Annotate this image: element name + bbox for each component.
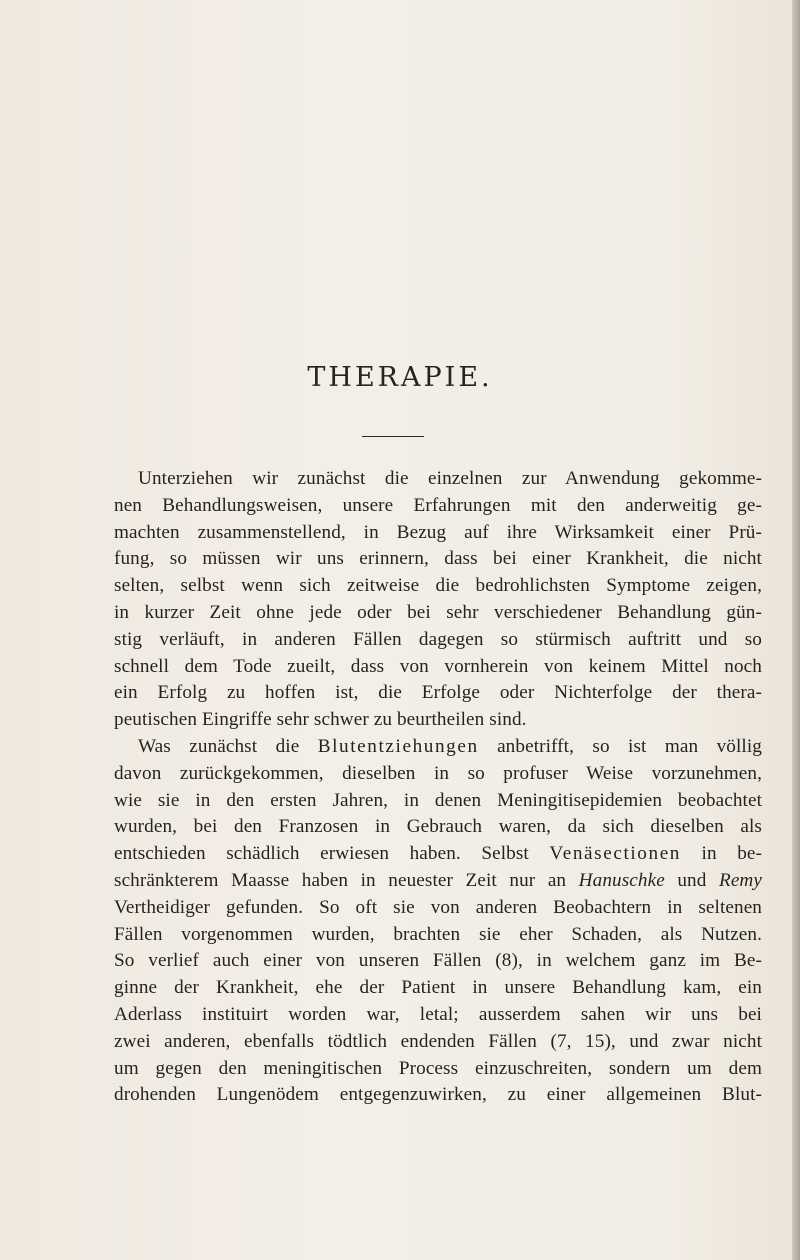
author-name-italic: Hanuschke <box>578 869 665 891</box>
text-run: Was zunächst die <box>138 735 318 757</box>
text-line: ein Erfolg zu hoffen ist, die Erfolge oder Nichterfolge der thera- <box>114 682 762 704</box>
text-line: wie sie in den ersten Jahren, in denen Meningitisepidemien beobachtet <box>114 789 762 811</box>
chapter-title: THERAPIE. <box>307 362 493 393</box>
text-line: davon zurückgekommen, dieselben in so profuser Weise vorzunehmen, <box>114 762 762 784</box>
text-run: entschieden schädlich erwiesen haben. Selbst <box>114 843 550 865</box>
text-line <box>114 841 762 868</box>
text-line: in kurzer Zeit ohne jede oder bei sehr verschiedener Behandlung gün- <box>114 601 762 623</box>
page-edge-shadow <box>792 0 800 1260</box>
text-line: Fällen vorgenommen wurden, brachten sie eher Schaden, als Nutzen. <box>114 923 762 945</box>
text-line: stig verläuft, in anderen Fällen dagegen so stürmisch auftritt und so <box>114 628 762 650</box>
emphasis-spaced: Venäsectionen <box>549 843 682 865</box>
text-line: nen Behandlungsweisen, unsere Erfahrungen mit den anderweitig ge- <box>114 494 762 516</box>
text-line: wurden, bei den Franzosen in Gebrauch waren, da sich dieselben als <box>114 816 762 838</box>
text-line: selten, selbst wenn sich zeitweise die bedrohlichsten Symptome zeigen, <box>114 575 762 597</box>
body-text <box>114 466 762 1109</box>
text-line: Vertheidiger gefunden. So oft sie von anderen Beobachtern in seltenen <box>114 896 762 918</box>
text-run: anbetrifft, so ist man völlig <box>478 735 762 757</box>
text-line <box>114 734 762 761</box>
text-line: ginne der Krankheit, ehe der Patient in unsere Behandlung kam, ein <box>114 977 762 999</box>
text-line: drohenden Lungenödem entgegenzuwirken, zu einer allgemeinen Blut- <box>114 1084 762 1106</box>
emphasis-spaced: Blutentziehungen <box>317 735 479 757</box>
author-name-italic: Remy <box>719 869 763 891</box>
text-line: schnell dem Tode zueilt, dass von vornherein von keinem Mittel noch <box>114 655 762 677</box>
text-line: machten zusammenstellend, in Bezug auf ihre Wirksamkeit einer Prü- <box>114 521 762 543</box>
text-line: Unterziehen wir zunächst die einzelnen zur Anwendung gekomme- <box>138 468 762 489</box>
text-line: Aderlass instituirt worden war, letal; ausserdem sahen wir uns bei <box>114 1003 762 1025</box>
text-line <box>114 868 762 895</box>
text-line: So verlief auch einer von unseren Fällen (8), in welchem ganz im Be- <box>114 950 762 972</box>
text-line: fung, so müssen wir uns erinnern, dass bei einer Krankheit, die nicht <box>114 548 762 570</box>
title-rule <box>362 436 424 437</box>
text-run: schränkterem Maasse haben in neuester Zeit nur an <box>114 869 579 891</box>
text-line: zwei anderen, ebenfalls tödtlich endenden Fällen (7, 15), und zwar nicht <box>114 1030 762 1052</box>
text-line: peutischen Eingriffe sehr schwer zu beurtheilen sind. <box>114 709 527 731</box>
text-line: um gegen den meningitischen Process einzuschreiten, sondern um dem <box>114 1057 762 1079</box>
text-run: in be- <box>681 843 762 865</box>
text-run: und <box>664 869 719 891</box>
